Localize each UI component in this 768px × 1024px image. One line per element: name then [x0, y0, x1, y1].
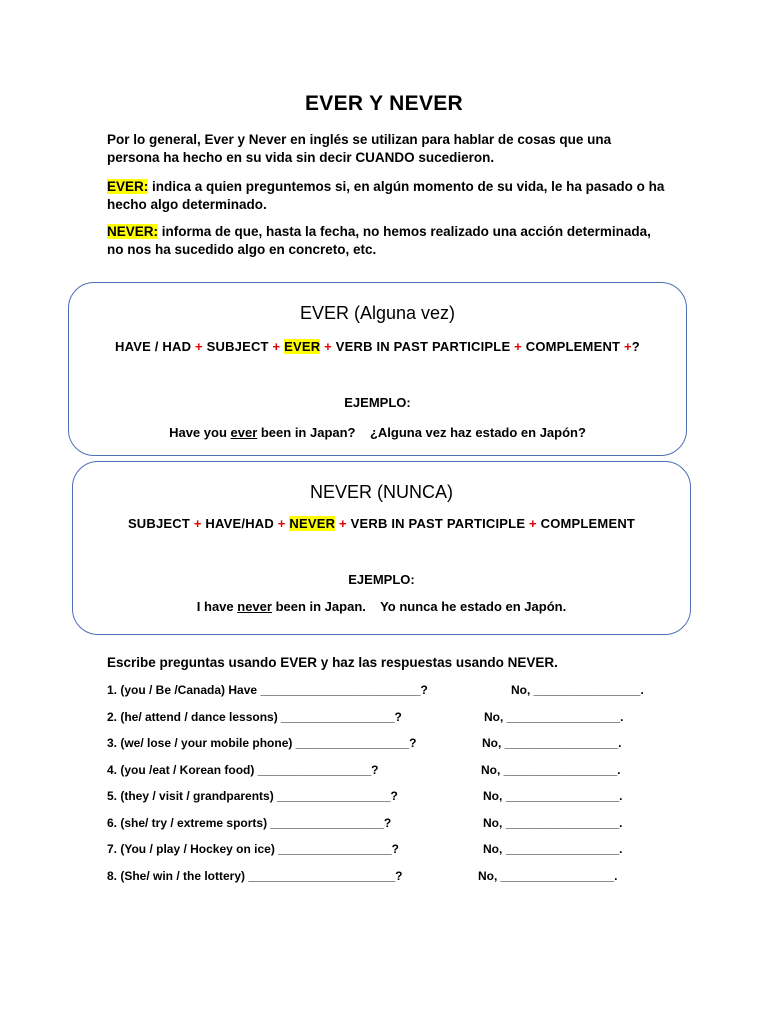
- formula-part: VERB IN PAST PARTICIPLE: [331, 339, 515, 354]
- exercise-answer: No, _________________.: [481, 763, 621, 777]
- ever-definition-text: indica a quien preguntemos si, en algún momento de su vida, le ha pasado o ha hecho algo determinado.: [107, 179, 665, 212]
- page-title: EVER Y NEVER: [304, 92, 464, 115]
- exercise-instructions: Escribe preguntas usando EVER y haz las respuestas usando NEVER.: [107, 655, 558, 670]
- example-part: been in Japan. Yo nunca he estado en Japón.: [271, 599, 567, 614]
- plus-sign: +: [529, 516, 537, 531]
- exercise-answer: No, _________________.: [483, 816, 623, 830]
- exercise-answer: No, _________________.: [484, 710, 624, 724]
- formula-part: HAVE / HAD: [115, 339, 195, 354]
- exercise-question: 2. (he/ attend / dance lessons) _________________?: [107, 710, 402, 724]
- exercise-question: 7. (You / play / Hockey on ice) _________________?: [107, 842, 399, 856]
- plus-sign: +: [514, 339, 522, 354]
- ever-box: [68, 282, 687, 456]
- ever-example: [69, 425, 686, 440]
- exercise-question: 5. (they / visit / grandparents) _________________?: [107, 789, 398, 803]
- ever-example-label: EJEMPLO:: [344, 395, 411, 410]
- never-term: NEVER:: [107, 224, 159, 239]
- formula-part: COMPLEMENT: [521, 339, 624, 354]
- ever-term: EVER:: [107, 179, 149, 194]
- exercise-question: 3. (we/ lose / your mobile phone) _________________?: [107, 736, 417, 750]
- exercise-answer: No, _________________.: [478, 869, 618, 883]
- plus-sign: +: [624, 339, 632, 354]
- never-definition: [107, 223, 667, 259]
- formula-part: COMPLEMENT: [536, 516, 636, 531]
- intro-paragraph: Por lo general, Ever y Never en inglés se utilizan para hablar de cosas que una persona ha hecho en su vida sin decir CUANDO sucedieron.: [107, 132, 612, 165]
- example-keyword: never: [237, 599, 272, 614]
- formula-part: HAVE/HAD: [201, 516, 278, 531]
- formula-keyword-ever: EVER: [284, 339, 321, 354]
- plus-sign: +: [193, 516, 202, 531]
- example-part: Have you: [169, 425, 231, 440]
- exercise-answer: No, _________________.: [482, 736, 622, 750]
- exercise-question: 4. (you /eat / Korean food) _________________?: [107, 763, 379, 777]
- never-box-title: NEVER (NUNCA): [309, 482, 453, 502]
- plus-sign: +: [277, 516, 286, 531]
- exercise-question: 8. (She/ win / the lottery) ______________________?: [107, 869, 403, 883]
- exercise-answer: No, ________________.: [511, 683, 644, 697]
- example-part: been in Japan? ¿Alguna vez haz estado en Japón?: [257, 425, 586, 440]
- never-example: [73, 599, 690, 614]
- exercise-answer: No, _________________.: [483, 842, 623, 856]
- plus-sign: +: [195, 339, 203, 354]
- example-keyword: ever: [230, 425, 258, 440]
- ever-formula: [69, 339, 686, 354]
- exercise-question: 1. (you / Be /Canada) Have ________________________?: [107, 683, 428, 697]
- formula-part: SUBJECT: [202, 339, 273, 354]
- ever-box-title: EVER (Alguna vez): [299, 303, 456, 323]
- formula-part: VERB IN PAST PARTICIPLE: [346, 516, 529, 531]
- plus-sign: +: [324, 339, 332, 354]
- exercise-answer: No, _________________.: [483, 789, 623, 803]
- never-formula: [73, 516, 690, 531]
- formula-part: SUBJECT: [127, 516, 194, 531]
- plus-sign: +: [339, 516, 347, 531]
- exercise-question: 6. (she/ try / extreme sports) _________________?: [107, 816, 392, 830]
- ever-definition: [107, 178, 667, 214]
- formula-keyword-never: NEVER: [289, 516, 336, 531]
- example-part: I have: [196, 599, 238, 614]
- formula-part: ?: [631, 339, 640, 354]
- never-example-label: EJEMPLO:: [348, 572, 415, 587]
- never-definition-text: informa de que, hasta la fecha, no hemos realizado una acción determinada, no nos ha sucedido algo en concreto, etc.: [107, 224, 651, 257]
- plus-sign: +: [272, 339, 281, 354]
- never-box: [72, 461, 691, 635]
